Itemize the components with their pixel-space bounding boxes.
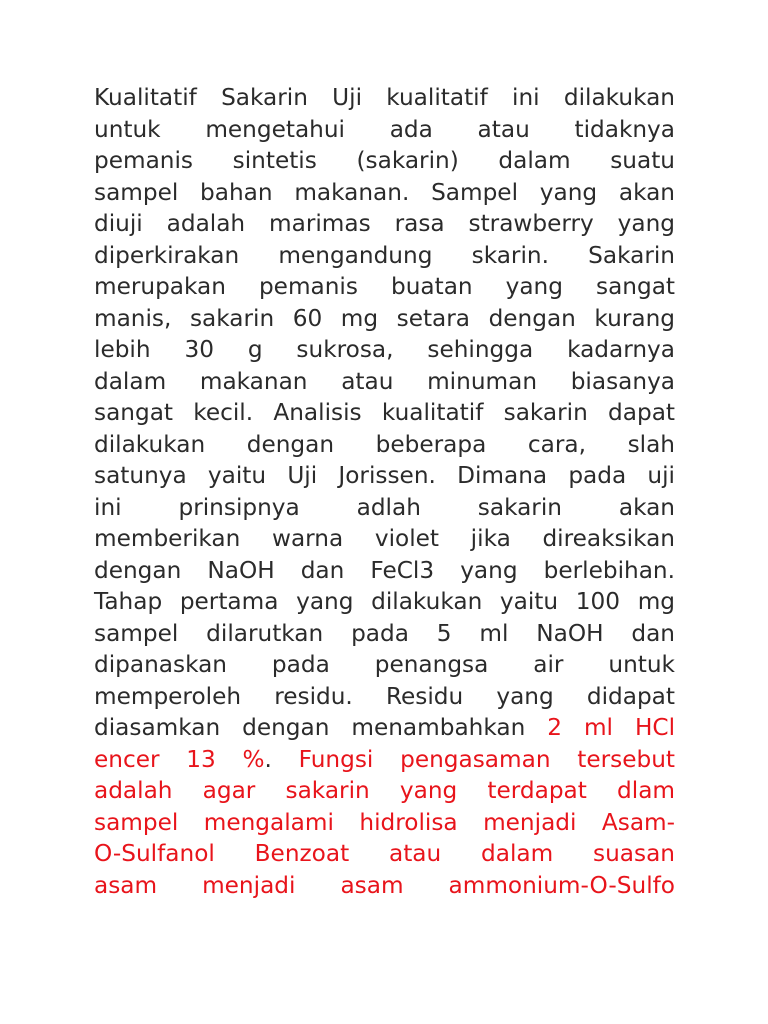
text-line xyxy=(94,271,675,303)
text-segment: satunya yaitu Uji Jorissen. Dimana pada uji xyxy=(94,462,675,489)
text-segment: dalam makanan atau minuman biasanya xyxy=(94,367,675,395)
text-segment: asam menjadi asam ammonium-O-Sulfo xyxy=(94,871,675,899)
document-page xyxy=(94,82,675,901)
text-line xyxy=(94,618,675,650)
text-line xyxy=(94,523,675,555)
text-segment: Fungsi pengasaman tersebut xyxy=(298,745,675,773)
text-segment: sampel dilarutkan pada 5 ml NaOH dan xyxy=(94,619,675,647)
text-segment: memperoleh residu. Residu yang didapat xyxy=(94,682,675,710)
text-segment: pemanis sintetis (sakarin) dalam suatu xyxy=(94,147,675,174)
text-segment: O-Sulfanol Benzoat atau dalam suasan xyxy=(94,840,675,867)
text-line xyxy=(94,145,675,177)
text-line xyxy=(94,303,675,335)
text-segment: diperkirakan mengandung skarin. Sakarin xyxy=(94,241,675,269)
text-line xyxy=(94,177,675,209)
text-segment: dilakukan dengan beberapa cara, slah xyxy=(94,430,675,458)
text-segment: memberikan warna violet jika direaksikan xyxy=(94,525,675,552)
text-segment: manis, sakarin 60 mg setara dengan kurang xyxy=(94,304,675,332)
text-line xyxy=(94,492,675,524)
text-line xyxy=(94,744,675,776)
text-line xyxy=(94,334,675,366)
text-line xyxy=(94,114,675,146)
text-segment: sampel mengalami hidrolisa menjadi Asam- xyxy=(94,808,675,836)
text-segment: Tahap pertama yang dilakukan yaitu 100 mg xyxy=(94,588,675,615)
text-segment: sampel bahan makanan. Sampel yang akan xyxy=(94,178,675,206)
text-segment: adalah agar sakarin yang terdapat dlam xyxy=(94,777,675,804)
text-line xyxy=(94,807,675,839)
text-line xyxy=(94,397,675,429)
text-segment: encer 13 % xyxy=(94,745,265,773)
text-line xyxy=(94,82,675,114)
text-segment: diuji adalah marimas rasa strawberry yang xyxy=(94,210,675,237)
text-segment: . xyxy=(264,745,299,773)
text-line xyxy=(94,240,675,272)
text-line xyxy=(94,460,675,492)
text-line xyxy=(94,208,675,240)
text-segment: Kualitatif Sakarin Uji kualitatif ini dilakukan xyxy=(94,84,675,111)
text-segment: merupakan pemanis buatan yang sangat xyxy=(94,273,675,300)
text-segment: dipanaskan pada penangsa air untuk xyxy=(94,651,675,678)
text-segment: sangat kecil. Analisis kualitatif sakarin dapat xyxy=(94,399,675,426)
text-line xyxy=(94,870,675,902)
text-segment: dengan NaOH dan FeCl3 yang berlebihan. xyxy=(94,556,675,584)
text-line xyxy=(94,429,675,461)
text-segment: 2 ml HCl xyxy=(547,714,676,741)
text-line xyxy=(94,555,675,587)
text-segment: ini prinsipnya adlah sakarin akan xyxy=(94,493,675,521)
text-line xyxy=(94,838,675,870)
text-segment: diasamkan dengan menambahkan xyxy=(94,714,548,741)
document-body xyxy=(94,82,675,901)
text-line xyxy=(94,649,675,681)
text-line xyxy=(94,586,675,618)
text-line xyxy=(94,775,675,807)
text-line xyxy=(94,681,675,713)
text-line xyxy=(94,366,675,398)
text-segment: lebih 30 g sukrosa, sehingga kadarnya xyxy=(94,336,675,363)
text-line xyxy=(94,712,675,744)
text-segment: untuk mengetahui ada atau tidaknya xyxy=(94,115,675,143)
